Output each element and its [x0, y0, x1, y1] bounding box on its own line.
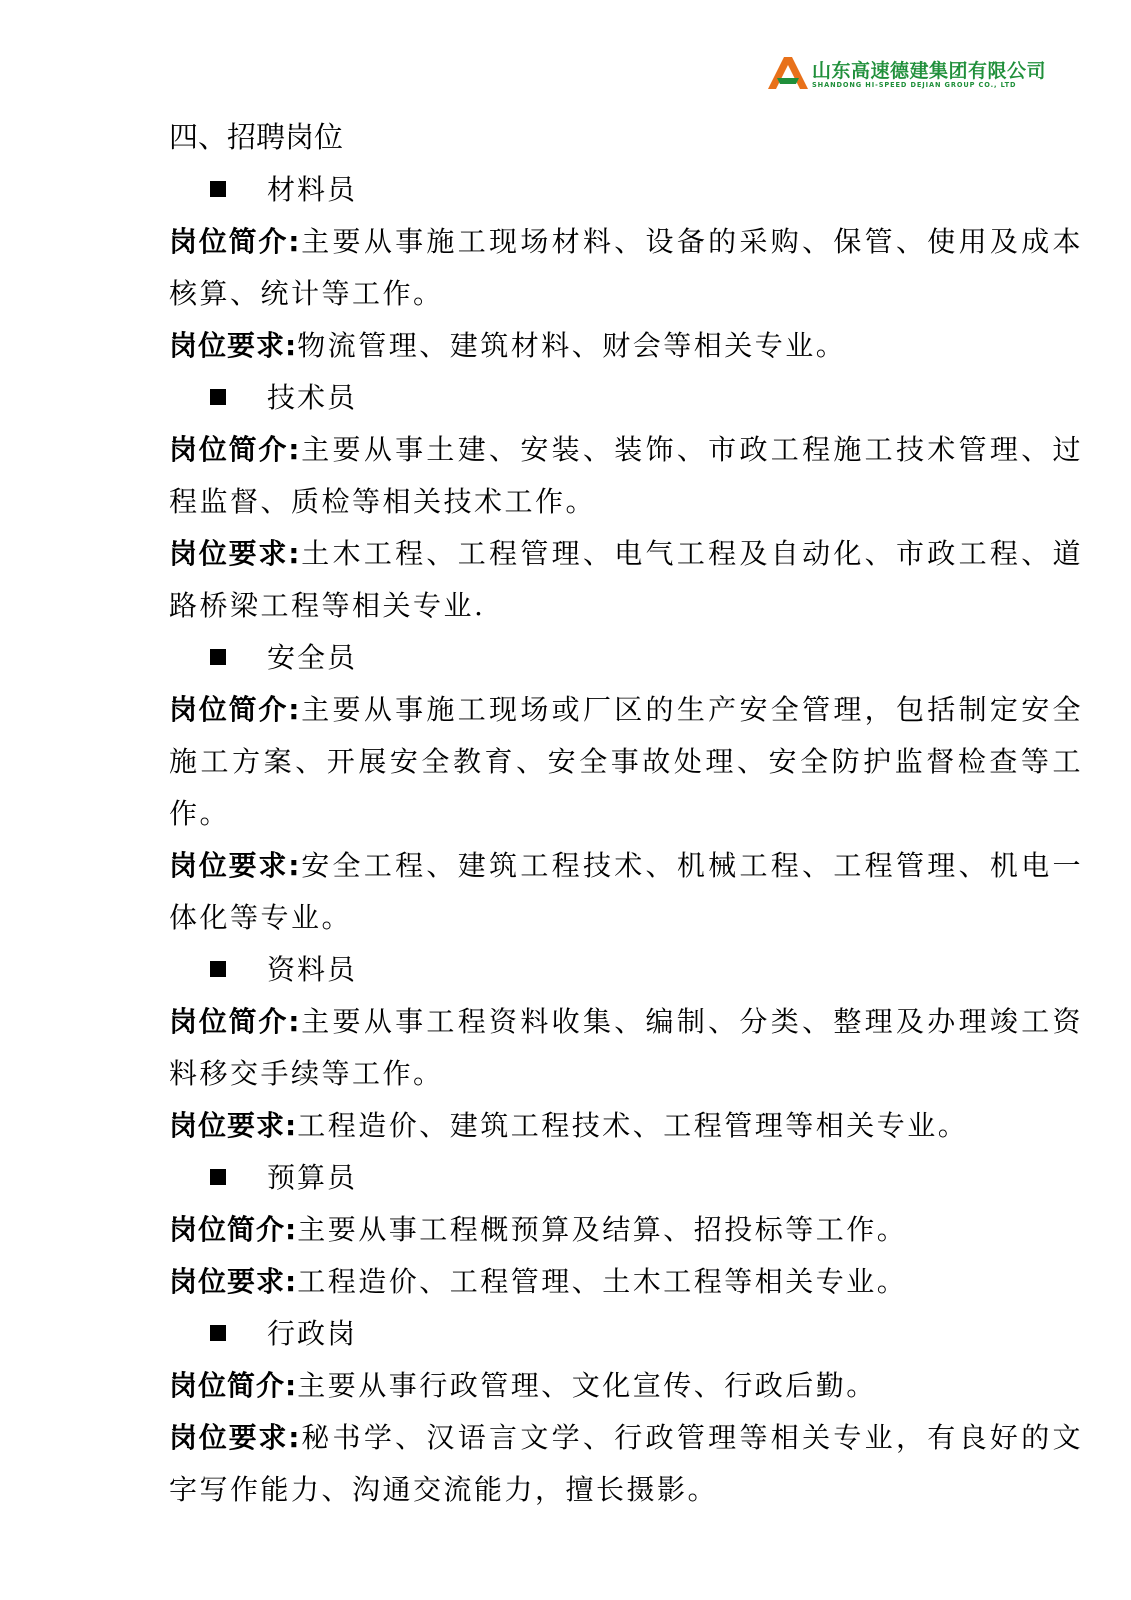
job-heading	[169, 164, 1083, 216]
section-title: 四、招聘岗位	[169, 120, 344, 154]
job-intro	[169, 1360, 1083, 1412]
job-intro-text: 主要从事行政管理、文化宣传、行政后勤。	[297, 1369, 877, 1402]
job-list	[169, 164, 1083, 1516]
job-requirement-label: 岗位要求:	[169, 537, 301, 570]
job-requirement	[169, 320, 1083, 372]
job-intro-label: 岗位简介:	[169, 225, 301, 258]
job-heading	[169, 372, 1083, 424]
job-intro	[169, 216, 1083, 320]
job-requirement-label: 岗位要求:	[169, 1109, 298, 1142]
job-requirement-text: 土木工程、工程管理、电气工程及自动化、市政工程、道路桥梁工程等相关专业.	[169, 537, 1083, 622]
square-bullet-icon	[210, 1325, 226, 1341]
job-title: 技术员	[267, 381, 358, 414]
job-title: 行政岗	[267, 1317, 358, 1350]
job-intro-label: 岗位简介:	[169, 1213, 298, 1246]
job-requirement	[169, 1256, 1083, 1308]
job-requirement	[169, 1100, 1083, 1152]
job-intro	[169, 424, 1083, 528]
company-logo	[766, 55, 1046, 95]
job-intro	[169, 996, 1083, 1100]
square-bullet-icon	[210, 181, 226, 197]
job-title: 预算员	[267, 1161, 358, 1194]
job-intro-label: 岗位简介:	[169, 693, 301, 726]
job-intro-text: 主要从事土建、安装、装饰、市政工程施工技术管理、过程监督、质检等相关技术工作。	[169, 433, 1083, 518]
job-title: 材料员	[267, 173, 358, 206]
job-requirement-label: 岗位要求:	[169, 1421, 301, 1454]
job-intro	[169, 684, 1083, 840]
job-intro-text: 主要从事工程概预算及结算、招投标等工作。	[297, 1213, 908, 1246]
job-requirement-label: 岗位要求:	[169, 329, 298, 362]
job-block	[169, 164, 1083, 372]
job-requirement-text: 物流管理、建筑材料、财会等相关专业。	[297, 329, 847, 362]
job-requirement	[169, 840, 1083, 944]
job-requirement-text: 工程造价、工程管理、土木工程等相关专业。	[297, 1265, 908, 1298]
job-heading	[169, 944, 1083, 996]
job-requirement-label: 岗位要求:	[169, 1265, 298, 1298]
company-name-cn: 山东高速德建集团有限公司	[812, 60, 1047, 82]
job-intro-text: 主要从事施工现场材料、设备的采购、保管、使用及成本核算、统计等工作。	[169, 225, 1083, 310]
job-intro-text: 主要从事施工现场或厂区的生产安全管理，包括制定安全施工方案、开展安全教育、安全事故处理、安全防护监督检查等工作。	[169, 693, 1083, 830]
job-heading	[169, 1308, 1083, 1360]
logo-mark-icon	[766, 55, 810, 91]
square-bullet-icon	[210, 389, 226, 405]
job-intro-text: 主要从事工程资料收集、编制、分类、整理及办理竣工资料移交手续等工作。	[169, 1005, 1083, 1090]
square-bullet-icon	[210, 649, 226, 665]
job-requirement	[169, 1412, 1083, 1516]
document-body	[169, 112, 1083, 1516]
job-requirement-text: 工程造价、建筑工程技术、工程管理等相关专业。	[297, 1109, 969, 1142]
job-block	[169, 372, 1083, 632]
job-block	[169, 1152, 1083, 1308]
square-bullet-icon	[210, 961, 226, 977]
job-block	[169, 944, 1083, 1152]
company-name-en: SHANDONG HI-SPEED DEJIAN GROUP CO., LTD	[812, 81, 1017, 89]
job-requirement-label: 岗位要求:	[169, 849, 301, 882]
job-intro-label: 岗位简介:	[169, 1005, 301, 1038]
job-heading	[169, 1152, 1083, 1204]
square-bullet-icon	[210, 1169, 226, 1185]
job-block	[169, 632, 1083, 944]
job-block	[169, 1308, 1083, 1516]
job-heading	[169, 632, 1083, 684]
job-intro-label: 岗位简介:	[169, 433, 301, 466]
job-title: 安全员	[267, 641, 358, 674]
job-requirement-text: 秘书学、汉语言文学、行政管理等相关专业，有良好的文字写作能力、沟通交流能力，擅长摄影。	[169, 1421, 1083, 1506]
job-requirement-text: 安全工程、建筑工程技术、机械工程、工程管理、机电一体化等专业。	[169, 849, 1083, 934]
job-intro-label: 岗位简介:	[169, 1369, 298, 1402]
job-title: 资料员	[267, 953, 358, 986]
job-requirement	[169, 528, 1083, 632]
job-intro	[169, 1204, 1083, 1256]
